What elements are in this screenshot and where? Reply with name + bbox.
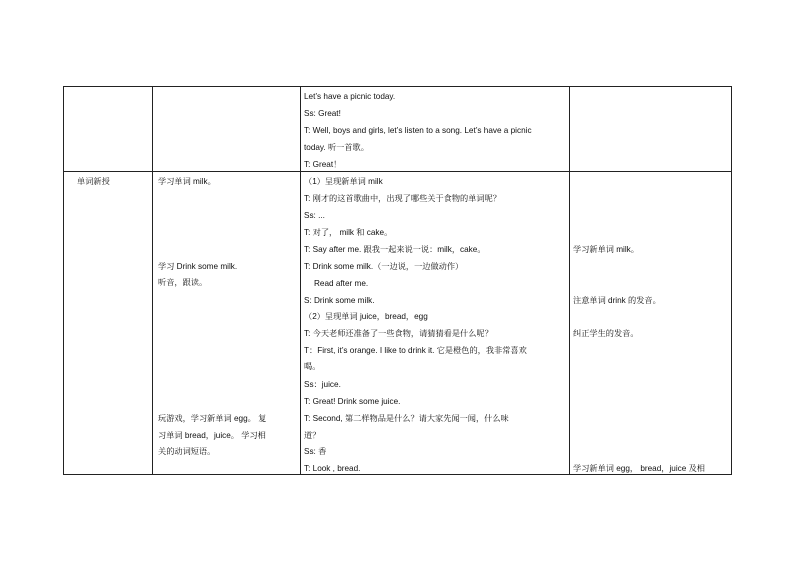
dialogue-line: T：First, it’s orange. I like to drink it. 它是橙色的，我非常喜欢 <box>304 346 527 355</box>
dialogue-line: T: Drink some milk.（一边说，一边做动作） <box>304 262 464 271</box>
column-divider <box>152 87 153 474</box>
dialogue-line: T: Look , bread. <box>304 464 361 473</box>
design-note: 学习新单词 egg， bread，juice 及相 <box>573 464 705 473</box>
dialogue-line: T: 刚才的这首歌曲中，出现了哪些关于食物的单词呢？ <box>304 194 501 203</box>
student-activity: 玩游戏，学习新单词 egg。 复 <box>158 414 267 423</box>
lesson-plan-table <box>63 86 732 475</box>
student-activity: 听音，跟读。 <box>158 278 208 287</box>
dialogue-line: T: Great！ <box>304 160 342 169</box>
dialogue-line: 喝。 <box>304 362 321 371</box>
dialogue-line: Let’s have a picnic today. <box>304 92 396 101</box>
dialogue-line: T: Second, 第二样物品是什么？请大家先闻一闻，什么味 <box>304 414 509 423</box>
dialogue-line: Read after me. <box>314 279 369 288</box>
student-activity: 学习单词 milk。 <box>158 177 216 186</box>
dialogue-line: Ss: ... <box>304 211 325 220</box>
dialogue-line: Ss: 香 <box>304 447 327 456</box>
design-note: 注意单词 drink 的发音。 <box>573 296 661 305</box>
dialogue-line: T: Say after me. 跟我一起来说一说：milk，cake。 <box>304 245 486 254</box>
student-activity: 习单词 bread，juice。 学习相 <box>158 431 266 440</box>
dialogue-line: 道？ <box>304 431 321 440</box>
dialogue-line: （1）呈现新单词 milk <box>304 177 383 186</box>
dialogue-line: T: Well, boys and girls, let’s listen to a song. Let’s have a picnic <box>304 126 532 135</box>
dialogue-line: Ss: Great! <box>304 109 341 118</box>
row-divider <box>64 171 731 172</box>
design-note: 纠正学生的发音。 <box>573 329 639 338</box>
dialogue-line: today. 听一首歌。 <box>304 143 369 152</box>
section-title: 单词新授 <box>77 177 110 186</box>
column-divider <box>300 87 301 474</box>
student-activity: 关的动词短语。 <box>158 447 216 456</box>
student-activity: 学习 Drink some milk. <box>158 262 238 271</box>
column-divider <box>569 87 570 474</box>
dialogue-line: T: 今天老师还准备了一些食物，请猜猜看是什么呢？ <box>304 329 493 338</box>
dialogue-line: S: Drink some milk. <box>304 296 375 305</box>
dialogue-line: （2）呈现单词 juice，bread，egg <box>304 312 428 321</box>
dialogue-line: T: Great! Drink some juice. <box>304 397 401 406</box>
design-note: 学习新单词 milk。 <box>573 245 639 254</box>
dialogue-line: T: 对了， milk 和 cake。 <box>304 228 393 237</box>
dialogue-line: Ss：juice. <box>304 380 341 389</box>
